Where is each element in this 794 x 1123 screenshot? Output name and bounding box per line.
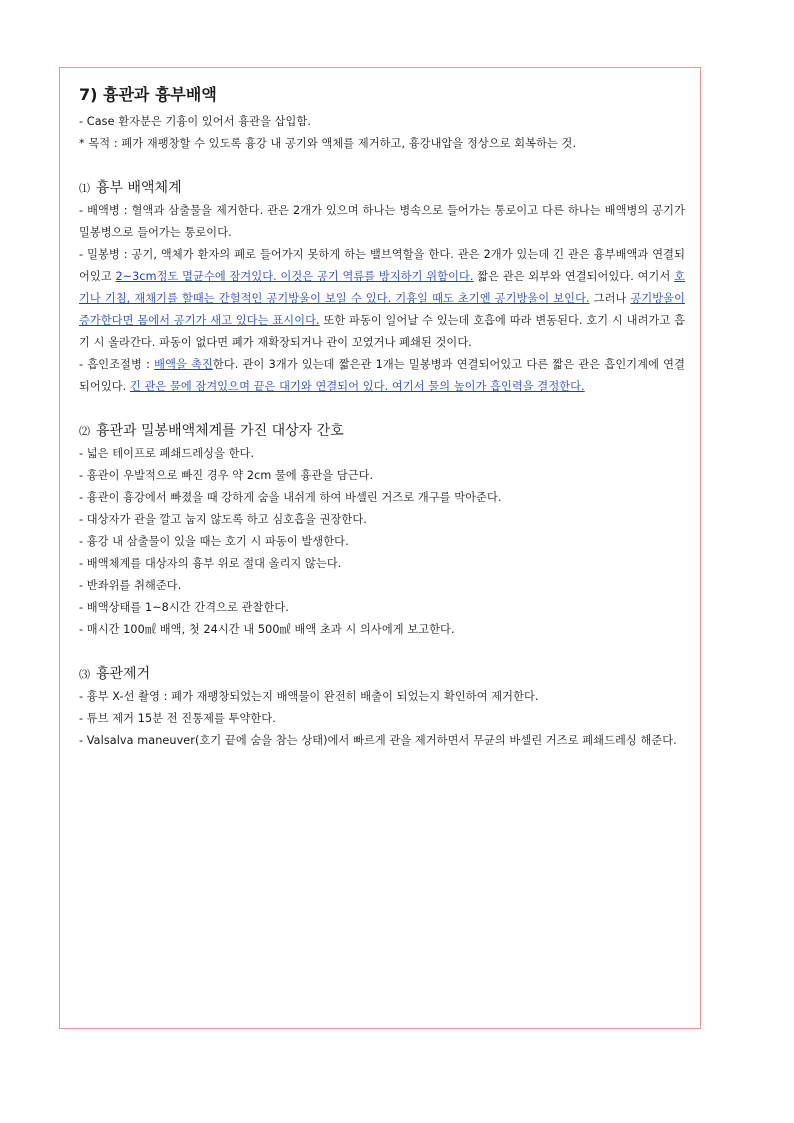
section-2-title: 흉관과 밀봉배액체계를 가진 대상자 간호 xyxy=(96,423,344,439)
section-1-title: 흉부 배액체계 xyxy=(96,180,182,196)
underlined-note: 배액을 촉진 xyxy=(154,358,213,371)
underlined-note: 긴 관은 물에 잠겨있으며 끝은 대기와 연결되어 있다. 여기서 물의 높이가 흡인력을 결정한다. xyxy=(129,380,585,393)
underlined-note: 공기방울이 증가한다면 몸에서 공기가 새고 있다는 표시이다. xyxy=(79,292,685,327)
list-item: - 흉강 내 삼출물이 있을 때는 호기 시 파동이 발생한다. xyxy=(79,535,349,548)
list-item: - 배액상태를 1~8시간 간격으로 관찰한다. xyxy=(79,601,289,614)
section-2-number: ⑵ xyxy=(79,425,90,438)
list-item: - 대상자가 관을 깔고 눕지 않도록 하고 심호흡을 권장한다. xyxy=(79,513,367,526)
list-item: - 배액체계를 대상자의 흉부 위로 절대 올리지 않는다. xyxy=(79,557,342,570)
section-1-number: ⑴ xyxy=(79,182,90,195)
list-item: - 매시간 100㎖ 배액, 첫 24시간 내 500㎖ 배액 초과 시 의사에게 보고한다. xyxy=(79,623,455,636)
suction-control-text: - 흡인조절병 : 배액을 촉진한다. 관이 3개가 있는데 짧은관 1개는 밀봉병과 연결되어있고 다른 짧은 관은 흡인기계에 연결 되어있다. 긴 관은 물에 잠겨있으며 끝은 대기와 연결되어 있다. 여기서 물의 높이가 흡인력을 결정한다. xyxy=(79,358,685,393)
list-item: - 흉관이 우발적으로 빠진 경우 약 2cm 물에 흉관을 담근다. xyxy=(79,469,374,482)
underlined-note: 2~3cm정도 멸균수에 잠겨있다. 이것은 공기 역류를 방지하기 위함이다. xyxy=(115,270,474,283)
list-item: - Valsalva maneuver(호기 끝에 숨을 참는 상태)에서 빠르게 관을 제거하면서 무균의 바셀린 거즈로 폐쇄드레싱 해준다. xyxy=(79,734,677,747)
water-seal-text: - 밀봉병 : 공기, 액체가 환자의 폐로 들어가지 못하게 하는 밸브역할을 한다. 관은 2개가 있는데 긴 관은 흉부배액과 연결되어있고 2~3cm정도 멸균수에 잠겨있다. 이것은 공기 역류를 방지하기 위함이다. 짧은 관은 외부와 연결되어있다. 여기서 호기나 기침, 재채기를 할때는 간헐적인 공기방울이 보일 수 있다. 기흉일 때도 초기엔 공기방울이 보인다. 그러나 공기방울이 증가한다면 몸에서 공기가 새고 있다는 표시이다. 또한 파동이 일어날 수 있는데 호흡에 따라 변동된다. 호기 시 내려가고 흡기 시 올라간다. 파동이 없다면 폐가 재확장되거나 관이 꼬였거나 폐쇄된 것이다. xyxy=(79,248,686,349)
section-3-title: 흉관제거 xyxy=(96,666,151,682)
underlined-note: 호기나 기침, 재채기를 할때는 간헐적인 공기방울이 보일 수 있다. 기흉일 때도 초기엔 공기방울이 보인다. xyxy=(79,270,686,305)
section-1-heading xyxy=(79,177,685,200)
intro-case: - Case 환자분은 기흉이 있어서 흉관을 삽입함. xyxy=(79,115,312,128)
list-item: - 튜브 제거 15분 전 진통제를 투약한다. xyxy=(79,712,276,725)
list-item: - 반좌위를 취해준다. xyxy=(79,579,182,592)
list-item: - 흉부 X-선 촬영 : 폐가 재팽창되었는지 배액물이 완전히 배출이 되었는지 확인하여 제거한다. xyxy=(79,690,539,703)
section-2-heading xyxy=(79,420,685,443)
list-item: - 흉관이 흉강에서 빠졌을 때 강하게 숨을 내쉬게 하여 바셀린 거즈로 개구를 막아준다. xyxy=(79,491,502,504)
document-body xyxy=(79,84,685,752)
intro-purpose: * 목적 : 폐가 재팽창할 수 있도록 흉강 내 공기와 액체를 제거하고, 흉강내압을 정상으로 회복하는 것. xyxy=(79,137,577,150)
section-3-heading xyxy=(79,663,685,686)
section-3-number: ⑶ xyxy=(79,668,90,681)
page-title: 7) 흉관과 흉부배액 xyxy=(79,85,217,104)
drainage-bottle-text: - 배액병 : 혈액과 삼출물을 제거한다. 관은 2개가 있으며 하나는 병속으로 들어가는 통로이고 다른 하나는 배액병의 공기가 밀봉병으로 들어가는 통로이다. xyxy=(79,204,685,239)
list-item: - 넓은 테이프로 폐쇄드레싱을 한다. xyxy=(79,447,255,460)
